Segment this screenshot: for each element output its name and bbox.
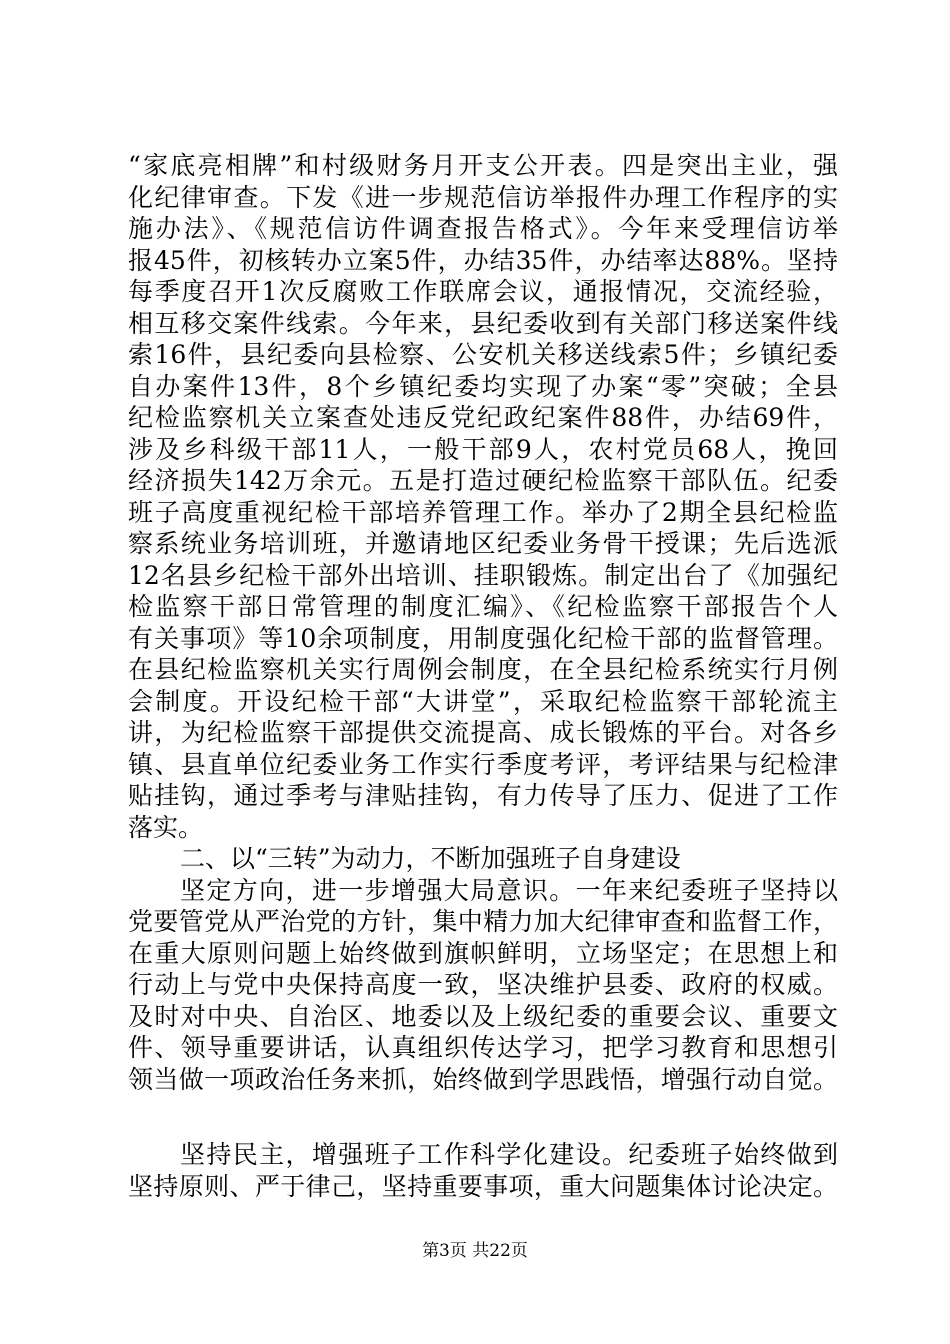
text-line: 落实。: [128, 812, 204, 842]
text-line: 镇、县直单位纪委业务工作实行季度考评，考评结果与纪检津: [128, 749, 838, 779]
text-line: 讲，为纪检监察干部提供交流提高、成长锻炼的平台。对各乡: [128, 718, 838, 747]
paragraph-1: [128, 150, 838, 843]
text-line: 件、领导重要讲话，认真组织传达学习，把学习教育和思想引: [128, 1033, 838, 1062]
text-line: 每季度召开1次反腐败工作联席会议，通报情况，交流经验，: [128, 277, 838, 306]
text-line: 施办法》、《规范信访件调查报告格式》。今年来受理信访举: [128, 214, 838, 243]
text-line: 行动上与党中央保持高度一致，坚决维护县委、政府的权威。: [128, 970, 838, 999]
text-line: 察系统业务培训班，并邀请地区纪委业务骨干授课；先后选派: [128, 529, 838, 558]
text-line: 经济损失142万余元。五是打造过硬纪检监察干部队伍。纪委: [128, 466, 838, 495]
text-line: 党要管党从严治党的方针，集中精力加大纪律审查和监督工作，: [128, 907, 838, 936]
text-line: 化纪律审查。下发《进一步规范信访举报件办理工作程序的实: [128, 182, 838, 212]
text-line: 相互移交案件线索。今年来，县纪委收到有关部门移送案件线: [128, 308, 838, 338]
text-line: 报45件，初核转办立案5件，办结35件，办结率达88%。坚持: [128, 245, 838, 275]
text-line: 涉及乡科级干部11人，一般干部9人，农村党员68人，挽回: [128, 434, 838, 464]
text-line: 领当做一项政治任务来抓，始终做到学思践悟，增强行动自觉。: [128, 1064, 838, 1094]
text-line: 坚定方向，进一步增强大局意识。一年来纪委班子坚持以: [180, 875, 838, 905]
text-line: 在县纪检监察机关实行周例会制度，在全县纪检系统实行月例: [128, 655, 838, 684]
text-line: 12名县乡纪检干部外出培训、挂职锻炼。制定出台了《加强纪: [128, 560, 838, 590]
text-line: 索16件，县纪委向县检察、公安机关移送线索5件；乡镇纪委: [128, 340, 838, 369]
document-body: [128, 150, 838, 1202]
section-heading: 二、以“三转”为动力，不断加强班子自身建设: [180, 844, 681, 873]
text-line: 会制度。开设纪检干部“大讲堂”，采取纪检监察干部轮流主: [128, 686, 838, 716]
paragraph-2: [128, 875, 838, 1096]
text-line: 班子高度重视纪检干部培养管理工作。举办了2期全县纪检监: [128, 497, 838, 527]
text-line: 贴挂钩，通过季考与津贴挂钩，有力传导了压力、促进了工作: [128, 781, 838, 810]
text-line: 及时对中央、自治区、地委以及上级纪委的重要会议、重要文: [128, 1001, 838, 1031]
text-line: 纪检监察机关立案查处违反党纪政纪案件88件，办结69件，: [128, 403, 838, 432]
text-line: 自办案件13件，8个乡镇纪委均实现了办案“零”突破；全县: [128, 371, 838, 401]
text-line: 在重大原则问题上始终做到旗帜鲜明，立场坚定；在思想上和: [128, 938, 838, 968]
paragraph-spacer: [128, 1095, 838, 1139]
paragraph-3: [128, 1139, 838, 1202]
page-number: 第3页 共22页: [422, 1241, 528, 1261]
text-line: “家底亮相牌”和村级财务月开支公开表。四是突出主业，强: [128, 151, 838, 180]
text-line: 有关事项》等10余项制度，用制度强化纪检干部的监督管理。: [128, 623, 838, 653]
text-line: 坚持原则、严于律己，坚持重要事项，重大问题集体讨论决定。: [128, 1171, 838, 1201]
text-line: 坚持民主，增强班子工作科学化建设。纪委班子始终做到: [180, 1140, 838, 1169]
text-line: 检监察干部日常管理的制度汇编》、《纪检监察干部报告个人: [128, 592, 838, 621]
